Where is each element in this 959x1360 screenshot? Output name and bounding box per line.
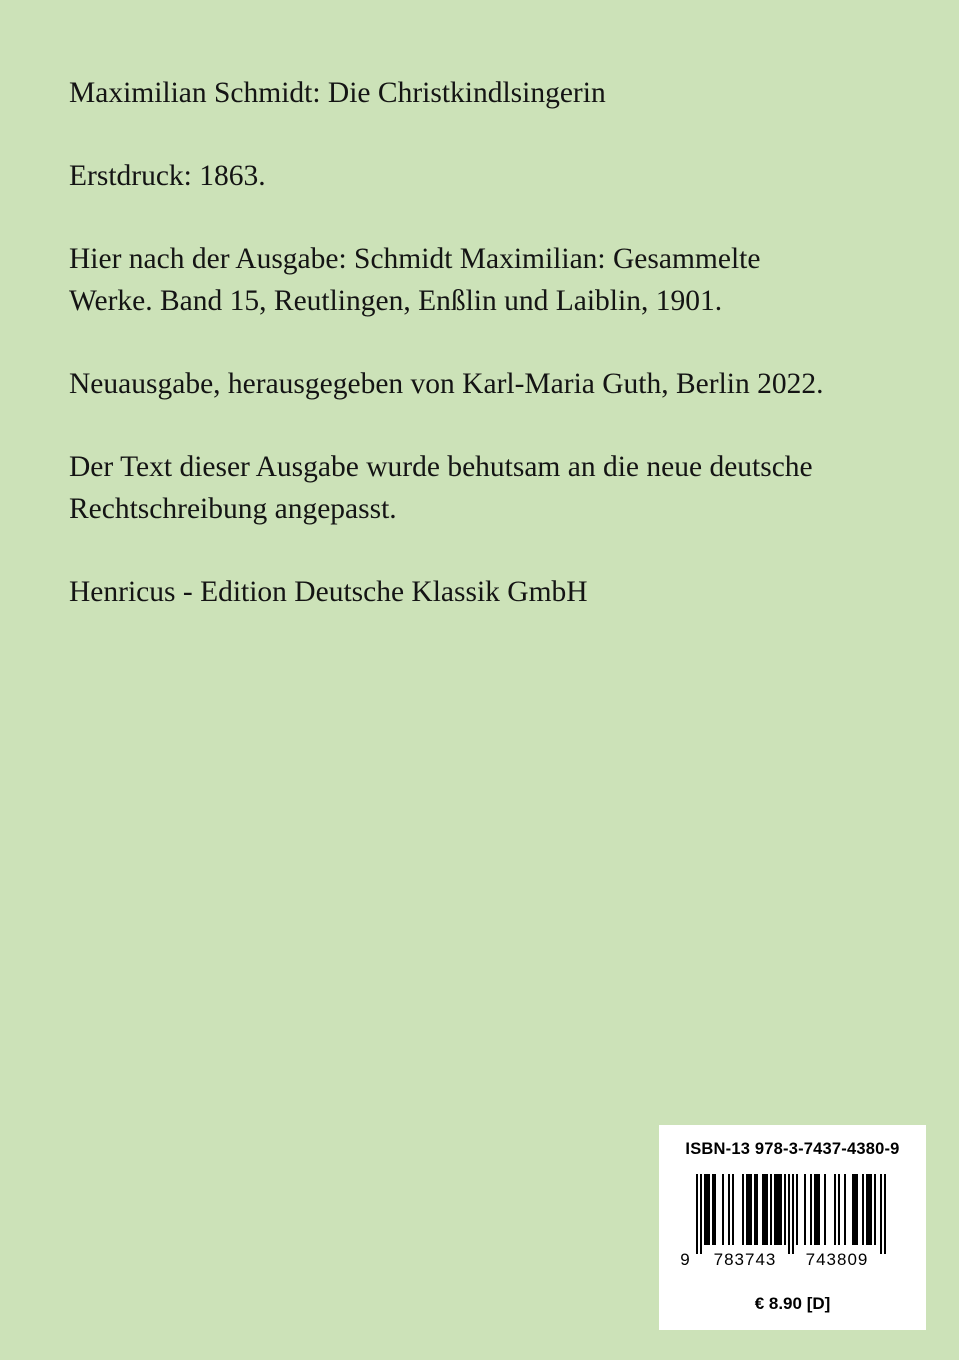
barcode-digits-left: 783743 — [713, 1250, 777, 1269]
isbn-number: ISBN-13 978-3-7437-4380-9 — [685, 1140, 900, 1158]
barcode-bar — [770, 1174, 772, 1245]
barcode-bar — [844, 1174, 846, 1245]
barcode-guard-bar — [792, 1174, 794, 1254]
barcode-digits-right: 743809 — [805, 1250, 869, 1269]
barcode-bar — [814, 1174, 820, 1245]
barcode-bar — [796, 1174, 798, 1245]
barcode-bar — [834, 1174, 836, 1245]
barcode-bar — [712, 1174, 716, 1245]
first-print-line: Erstdruck: 1863. — [69, 160, 266, 192]
barcode-bar — [704, 1174, 710, 1245]
barcode-bar — [732, 1174, 734, 1245]
imprint-text — [69, 72, 889, 654]
barcode-digit-lead: 9 — [680, 1250, 690, 1269]
new-edition-line: Neuausgabe, herausgegeben von Karl-Maria Guth, Berlin 2022. — [69, 368, 824, 400]
barcode-guard-bar — [788, 1174, 790, 1254]
barcode-image — [677, 1174, 905, 1282]
barcode-guard-bar — [880, 1174, 882, 1254]
barcode-bar — [746, 1174, 752, 1245]
barcode-bar — [866, 1174, 872, 1245]
barcode-bar — [824, 1174, 826, 1245]
barcode-bar — [722, 1174, 724, 1245]
barcode-bar — [728, 1174, 730, 1245]
barcode-bar — [742, 1174, 744, 1245]
title-line: Maximilian Schmidt: Die Christkindlsingerin — [69, 77, 606, 109]
barcode-bar — [804, 1174, 806, 1245]
price-label: € 8.90 [D] — [754, 1294, 831, 1313]
barcode-guard-bar — [884, 1174, 886, 1254]
barcode-label — [659, 1125, 926, 1330]
barcode-bar — [852, 1174, 858, 1245]
barcode-bar — [862, 1174, 864, 1245]
barcode-bar — [784, 1174, 786, 1245]
barcode-bars — [696, 1174, 886, 1254]
barcode-bar — [810, 1174, 812, 1245]
barcode-guard-bar — [696, 1174, 698, 1254]
publisher-line: Henricus - Edition Deutsche Klassik GmbH — [69, 576, 588, 608]
barcode-bar — [874, 1174, 876, 1245]
source-edition: Hier nach der Ausgabe: Schmidt Maximilian: Gesammelte Werke. Band 15, Reutlingen, Enßlin und Laiblin, 1901. — [69, 243, 761, 317]
orthography-note: Der Text dieser Ausgabe wurde behutsam an die neue deutsche Rechtschreibung angepasst. — [69, 451, 813, 525]
barcode-bar — [838, 1174, 840, 1245]
barcode-guard-bar — [700, 1174, 702, 1254]
barcode-bar — [774, 1174, 782, 1245]
barcode-bar — [762, 1174, 768, 1245]
barcode-bar — [754, 1174, 758, 1245]
